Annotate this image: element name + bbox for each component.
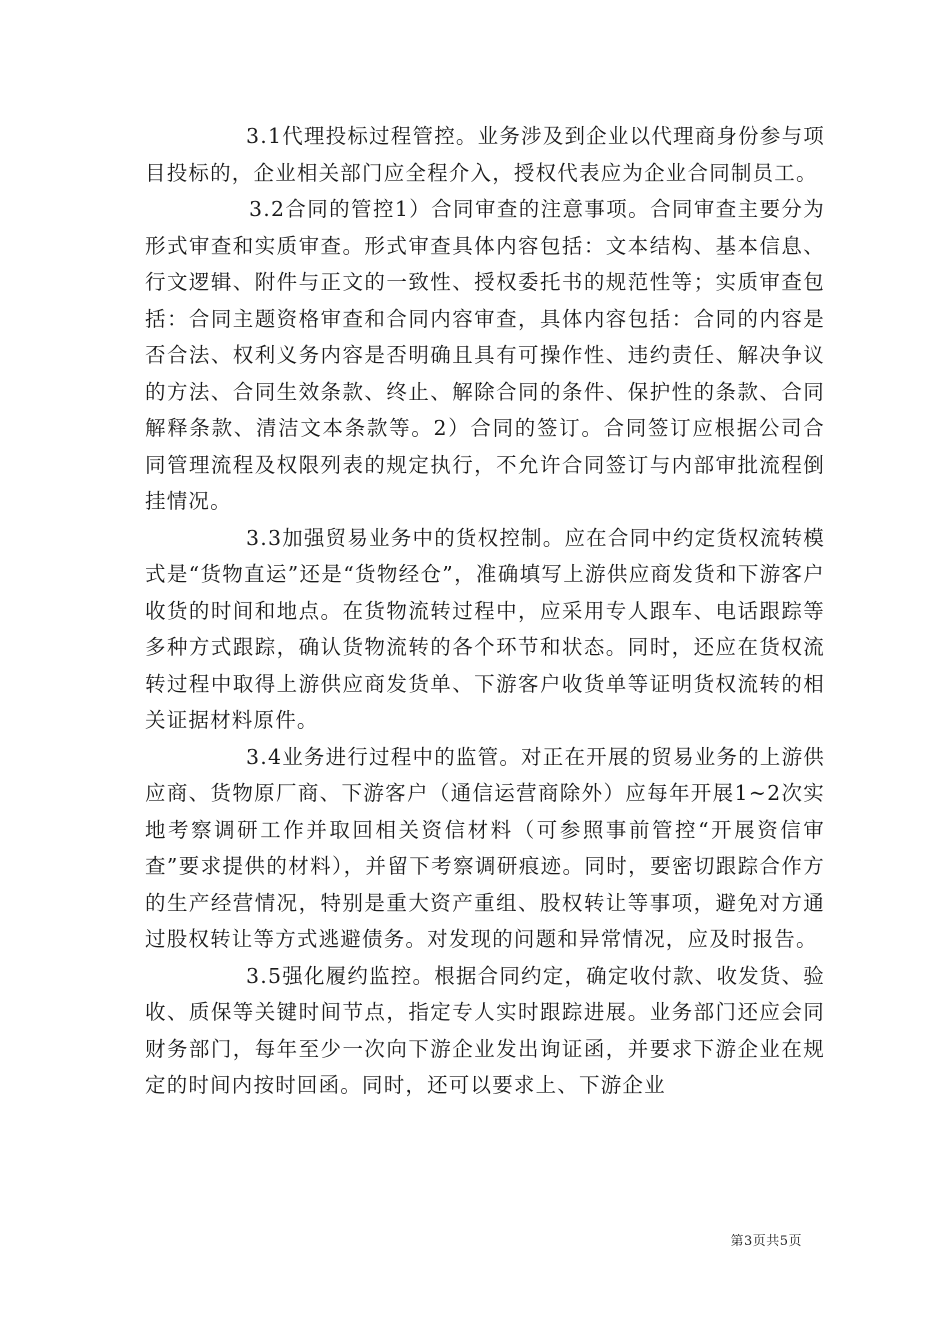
paragraph-3-3: 3.3加强贸易业务中的货权控制。应在合同中约定货权流转模式是“货物直运”还是“货物经仓”，准确填写上游供应商发货和下游客户收货的时间和地点。在货物流转过程中，应采用专人跟车、电话跟踪等多种方式跟踪，确认货物流转的各个环节和状态。同时，还应在货权流转过程中取得上游供应商发货单、下游客户收货单等证明货权流转的相关证据材料原件。 [145, 525, 825, 732]
paragraph-3-2: 3.2合同的管控1）合同审查的注意事项。合同审查主要分为形式审查和实质审查。形式审查具体内容包括：文本结构、基本信息、行文逻辑、附件与正文的一致性、授权委托书的规范性等；实质审查包括：合同主题资格审查和合同内容审查，具体内容包括：合同的内容是否合法、权利义务内容是否明确且具有可操作性、违约责任、解决争议的方法、合同生效条款、终止、解除合同的条件、保护性的条款、合同解释条款、清洁文本条款等。2）合同的签订。合同签订应根据公司合同管理流程及权限列表的规定执行，不允许合同签订与内部审批流程倒挂情况。 [145, 197, 825, 513]
paragraph-3-5: 3.5强化履约监控。根据合同约定，确定收付款、收发货、验收、质保等关键时间节点，指定专人实时跟踪进展。业务部门还应会同财务部门，每年至少一次向下游企业发出询证函，并要求下游企业在规定的时间内按时回函。同时，还可以要求上、下游企业 [145, 963, 825, 1097]
page-number: 第3页共5页 [730, 1234, 802, 1249]
paragraph-3-4: 3.4业务进行过程中的监管。对正在开展的贸易业务的上游供应商、货物原厂商、下游客户（通信运营商除外）应每年开展1~2次实地考察调研工作并取回相关资信材料（可参照事前管控“开展资信审查”要求提供的材料），并留下考察调研痕迹。同时，要密切跟踪合作方的生产经营情况，特别是重大资产重组、股权转让等事项，避免对方通过股权转让等方式逃避债务。对发现的问题和异常情况，应及时报告。 [145, 744, 825, 951]
paragraph-3-1: 3.1代理投标过程管控。业务涉及到企业以代理商身份参与项目投标的，企业相关部门应全程介入，授权代表应为企业合同制员工。 [145, 124, 825, 185]
document-body [145, 118, 825, 1104]
